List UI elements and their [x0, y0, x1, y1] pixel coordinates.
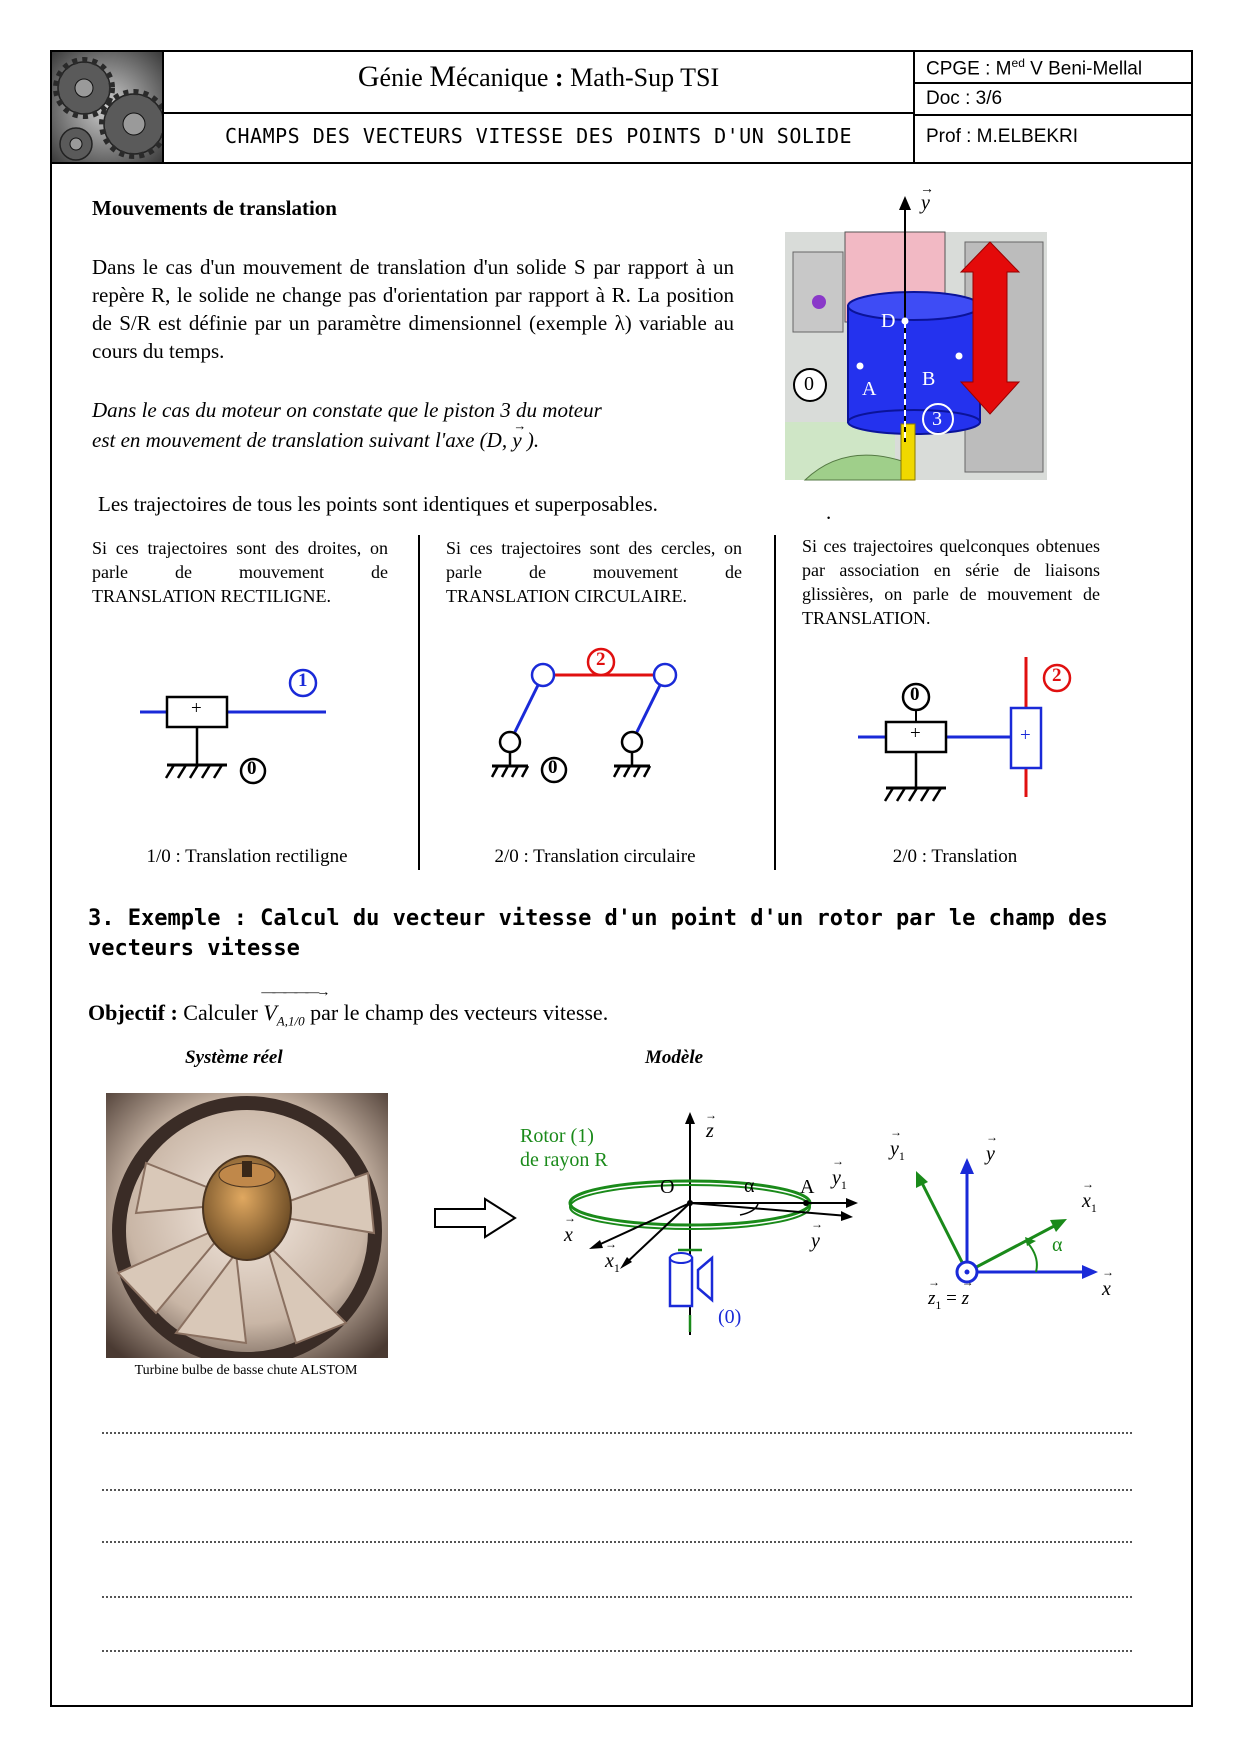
general-translation-schema — [850, 655, 1080, 815]
model-y-arrow-icon: → — [811, 1217, 823, 1231]
base-change-figure — [880, 1125, 1140, 1320]
vec-y-letter: y — [512, 428, 522, 452]
header-right-rule-1 — [913, 82, 1193, 84]
model-y1-arrow-icon: → — [832, 1154, 844, 1168]
gears-logo — [52, 52, 162, 162]
modele-label: Modèle — [645, 1047, 704, 1068]
school-prefix: CPGE : M — [926, 58, 1012, 80]
trajectories-sentence: Les trajectoires de tous les points sont identiques et superposables. — [98, 492, 658, 516]
column-separator-2 — [774, 535, 776, 870]
base-x1-arrow-icon: → — [1082, 1177, 1094, 1191]
answer-line-4[interactable] — [102, 1596, 1132, 1598]
example-heading-line-2: vecteurs vitesse — [88, 936, 300, 961]
turbine-caption: Turbine bulbe de basse chute ALSTOM — [134, 1363, 358, 1378]
rectilinear-schema — [130, 660, 350, 790]
general-plus-blue: + — [1020, 725, 1031, 746]
school-sup: ed — [1011, 56, 1025, 70]
base-change-schema — [880, 1130, 1140, 1320]
model-x-letter: x — [564, 1224, 573, 1246]
header-title-divider — [162, 112, 913, 114]
objectif-vector-v: V — [263, 1000, 277, 1025]
header-right-rule-2 — [913, 114, 1193, 116]
rectilinear-plus: + — [191, 698, 202, 719]
base-y-letter: y — [986, 1143, 995, 1165]
model-alpha-label: α — [744, 1175, 755, 1197]
header-doc: Doc : 3/6 — [926, 88, 1003, 109]
piston-paragraph — [92, 395, 752, 455]
translation-paragraph: Dans le cas d'un mouvement de translation d'un solide S par rapport à un repère R, le solide ne change pas d'orientation par rapport à R. La position de S/R est définie par un paramètre dimensionnel (exemple λ) variable au cours du temps. — [92, 255, 734, 363]
base-x1-sub: 1 — [1090, 1201, 1097, 1215]
hollow-arrow — [433, 1196, 517, 1240]
base-eq-sign: = — [941, 1288, 962, 1309]
column-2-text: Si ces trajectoires sont des cercles, on parle de mouvement de TRANSLATION CIRCULAIRE. — [446, 538, 742, 606]
objectif-vector-arrow-icon: —————→ — [261, 985, 328, 1000]
objectif-text-b: par le champ des vecteurs vitesse. — [304, 1000, 609, 1025]
piston-label-0: 0 — [804, 373, 814, 395]
model-x-label — [564, 1211, 576, 1247]
header-title — [164, 60, 913, 94]
base-x1-letter: x — [1082, 1190, 1091, 1212]
rotor-model-figure — [520, 1110, 860, 1350]
base-y1-arrow-icon: → — [890, 1125, 902, 1139]
model-z-arrow-icon: → — [705, 1108, 717, 1122]
general-translation-diagram — [850, 655, 1080, 815]
general-label-0: 0 — [910, 684, 920, 705]
example-heading-line-1: 3. Exemple : Calcul du vecteur vitesse d'un point d'un rotor par le champ des — [88, 906, 1108, 931]
title-initial-m: M — [429, 60, 457, 93]
base-y1-letter: y — [890, 1138, 899, 1160]
systeme-reel-label: Système réel — [185, 1047, 283, 1068]
objectif-text-a: Calculer — [177, 1000, 264, 1025]
piston-point-a: A — [862, 378, 877, 400]
general-plus-black: + — [910, 723, 921, 744]
piston-point-d: D — [881, 310, 896, 332]
header-school — [926, 56, 1142, 80]
example-heading — [88, 904, 1128, 964]
translation-heading: Mouvements de translation — [92, 196, 337, 220]
model-a-label: A — [800, 1176, 815, 1198]
piston-line-2b: ). — [521, 428, 540, 452]
rectilinear-diagram — [130, 660, 350, 790]
base-x-label — [1102, 1265, 1114, 1301]
base-z-wrap — [961, 1275, 974, 1309]
header-bottom-rule — [50, 162, 1193, 164]
objectif-vector — [261, 985, 328, 1029]
objectif-label: Objectif : — [88, 1000, 178, 1025]
rotor-label — [520, 1124, 608, 1172]
model-y1-label — [832, 1154, 847, 1193]
column-3-text: Si ces trajectoires quelconques obtenues par association en série de liaisons glissières, on parle de mouvement de TRANSLATION. — [802, 536, 1100, 628]
circular-schema — [480, 645, 700, 795]
base-y-label — [986, 1130, 998, 1166]
column-1-text: Si ces trajectoires sont des droites, on parle de mouvement de TRANSLATION RECTILIGNE. — [92, 538, 388, 606]
base-y1-sub: 1 — [898, 1149, 905, 1163]
general-label-2: 2 — [1052, 665, 1062, 686]
piston-axis-arrow-icon: → — [920, 182, 934, 197]
piston-line-2a: est en mouvement de translation suivant l'axe (D, — [92, 428, 513, 452]
base-z-arrow-icon: → — [961, 1275, 974, 1289]
base-y-arrow-icon: → — [986, 1130, 998, 1144]
vec-y-inline — [512, 418, 527, 455]
base-alpha-label: α — [1052, 1234, 1063, 1256]
answer-line-5[interactable] — [102, 1650, 1132, 1652]
piston-figure — [785, 182, 1055, 482]
title-part-rest: Math-Sup TSI — [570, 63, 720, 92]
rectilinear-label-1: 1 — [298, 670, 308, 691]
header-prof: Prof : M.ELBEKRI — [926, 126, 1079, 147]
column-2-caption: 2/0 : Translation circulaire — [494, 846, 696, 867]
right-arrow-icon — [433, 1196, 517, 1240]
base-z1-arrow-icon: → — [928, 1275, 940, 1289]
piston-axis-y: y — [921, 192, 930, 214]
base-x1-label — [1082, 1177, 1097, 1216]
answer-line-2[interactable] — [102, 1489, 1132, 1491]
rotor-label-line-2: de rayon R — [520, 1149, 608, 1171]
piston-point-b: B — [922, 368, 936, 390]
model-x1-letter: x — [605, 1250, 614, 1272]
piston-line-2 — [92, 418, 752, 455]
school-suffix: V Beni-Mellal — [1024, 58, 1143, 80]
gears-icon — [52, 52, 162, 162]
circular-label-2: 2 — [596, 649, 606, 670]
stray-dot: . — [826, 500, 832, 524]
model-y-letter: y — [811, 1230, 820, 1252]
rotor-label-line-1: Rotor (1) — [520, 1125, 594, 1147]
column-3-caption: 2/0 : Translation — [892, 846, 1018, 867]
turbine-photo — [106, 1093, 388, 1358]
base-z-equality — [928, 1275, 974, 1313]
model-x1-arrow-icon: → — [605, 1237, 617, 1251]
model-x-arrow-icon: → — [564, 1211, 576, 1225]
header-right-divider — [913, 50, 915, 163]
header-subtitle: CHAMPS DES VECTEURS VITESSE DES POINTS D'UN SOLIDE — [224, 124, 853, 148]
base-z1-letter: z — [928, 1288, 936, 1309]
model-y-label — [811, 1217, 823, 1253]
title-colon: : — [548, 63, 571, 92]
title-part-enie: énie — [379, 63, 430, 92]
title-part-ecanique: écanique — [456, 63, 549, 92]
piston-label-3: 3 — [932, 408, 942, 430]
circular-diagram — [480, 645, 700, 795]
answer-line-3[interactable] — [102, 1541, 1132, 1543]
title-initial-g: G — [357, 60, 380, 93]
model-z-label: z — [706, 1120, 714, 1142]
piston-line-1: Dans le cas du moteur on constate que le piston 3 du moteur — [92, 398, 602, 422]
answer-line-1[interactable] — [102, 1432, 1132, 1434]
base-z-letter: z — [961, 1288, 970, 1309]
base-x-letter: x — [1102, 1278, 1111, 1300]
piston-illustration — [785, 192, 1055, 482]
base-x-arrow-icon: → — [1102, 1265, 1114, 1279]
model-x1-label — [605, 1237, 620, 1276]
turbine-illustration — [106, 1093, 388, 1358]
model-o-label: O — [660, 1176, 675, 1198]
base-z1-sub: 1 — [935, 1297, 942, 1312]
rectilinear-label-0: 0 — [247, 758, 257, 779]
objectif-line — [88, 985, 609, 1029]
model-y1-letter: y — [832, 1167, 841, 1189]
model-y1-sub: 1 — [840, 1178, 847, 1192]
model-x1-sub: 1 — [613, 1261, 620, 1275]
vec-arrow-icon: → — [513, 418, 527, 433]
circular-label-0: 0 — [548, 757, 558, 778]
column-separator-1 — [418, 535, 420, 870]
base-y1-label — [890, 1125, 905, 1164]
column-1-caption: 1/0 : Translation rectiligne — [146, 846, 348, 867]
objectif-vector-sub: A,1/0 — [276, 1013, 305, 1029]
model-ground-label: (0) — [718, 1306, 742, 1328]
